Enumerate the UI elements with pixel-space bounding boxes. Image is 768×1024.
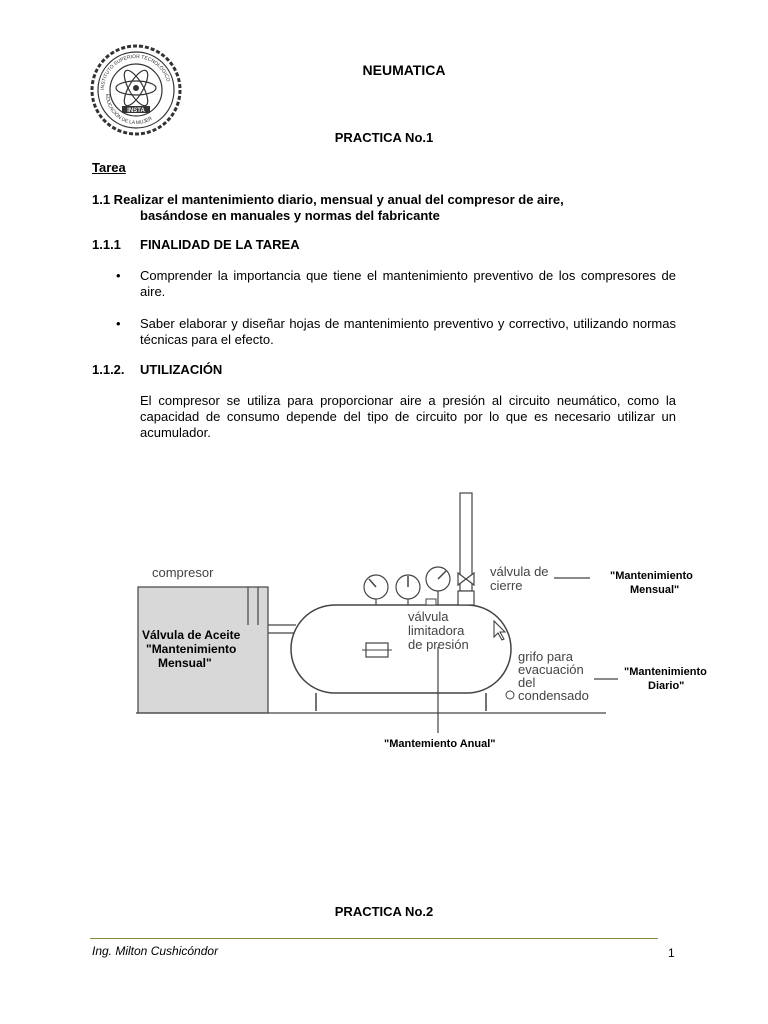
label-valvula-aceite-1: Válvula de Aceite: [142, 628, 241, 642]
logo-top-text: INSTITUTO SUPERIOR TECNOLÓGICO: [99, 53, 171, 91]
label-valvula-aceite-3: Mensual": [158, 656, 212, 670]
footer-divider: [90, 938, 658, 939]
tarea-label: Tarea: [92, 160, 126, 175]
label-valvula-limit-3: de presión: [408, 637, 469, 652]
label-valvula-limit-2: limitadora: [408, 623, 465, 638]
label-mant-mensual-1: "Mantenimiento: [610, 570, 693, 582]
logo-bottom-text: EDUCACIÓN DE LA MUJER: [103, 93, 154, 127]
footer-author: Ing. Milton Cushicóndor: [92, 944, 219, 958]
bullet-icon: •: [116, 316, 121, 331]
label-valvula-aceite-2: "Mantenimiento: [146, 642, 237, 656]
practica2-heading: PRACTICA No.2: [334, 904, 434, 919]
section-finalidad-title: FINALIDAD DE LA TAREA: [140, 237, 300, 252]
label-mant-diario-2: Diario": [648, 680, 685, 692]
label-grifo-3: del: [518, 675, 536, 690]
label-mant-mensual-2: Mensual": [630, 584, 680, 596]
label-grifo-4: condensado: [518, 688, 589, 703]
page-title: NEUMATICA: [362, 62, 446, 78]
label-grifo-1: grifo para: [518, 649, 573, 664]
logo-center-text: INSTA: [127, 108, 145, 114]
label-mant-diario-1: "Mantenimiento: [624, 666, 707, 678]
label-compresor: compresor: [152, 565, 214, 580]
page-number: 1: [668, 946, 675, 960]
label-valvula-cierre-1: válvula de: [490, 564, 549, 579]
practica1-heading: PRACTICA No.1: [334, 130, 434, 145]
bullet-icon: •: [116, 268, 121, 283]
tank: [291, 605, 511, 693]
section-utilizacion-number: 1.1.2.: [92, 362, 125, 377]
utilizacion-paragraph: El compresor se utiliza para proporcionar aire a presión al circuito neumático, como la capacidad de consumo depende del tipo de circuito por lo que es necesario utilizar un acumulador.: [140, 393, 676, 440]
section-utilizacion-title: UTILIZACIÓN: [140, 362, 223, 377]
institution-logo: [90, 44, 182, 136]
label-grifo-2: evacuación: [518, 662, 584, 677]
compressor-diagram: [136, 475, 736, 765]
task-line-1: 1.1 Realizar el mantenimiento diario, mensual y anual del compresor de aire,: [92, 192, 564, 207]
bullet-item: Comprender la importancia que tiene el mantenimiento preventivo de los compresores de aire.: [140, 268, 676, 299]
section-finalidad-number: 1.1.1: [92, 237, 121, 252]
bullet-item: Saber elaborar y diseñar hojas de mantenimiento preventivo y correctivo, utilizando normas técnicas para el efecto.: [140, 316, 676, 347]
label-valvula-cierre-2: cierre: [490, 578, 523, 593]
label-mant-anual: "Mantemiento Anual": [384, 738, 496, 750]
label-valvula-limit-1: válvula: [408, 609, 449, 624]
task-line-2: basándose en manuales y normas del fabricante: [140, 208, 440, 223]
